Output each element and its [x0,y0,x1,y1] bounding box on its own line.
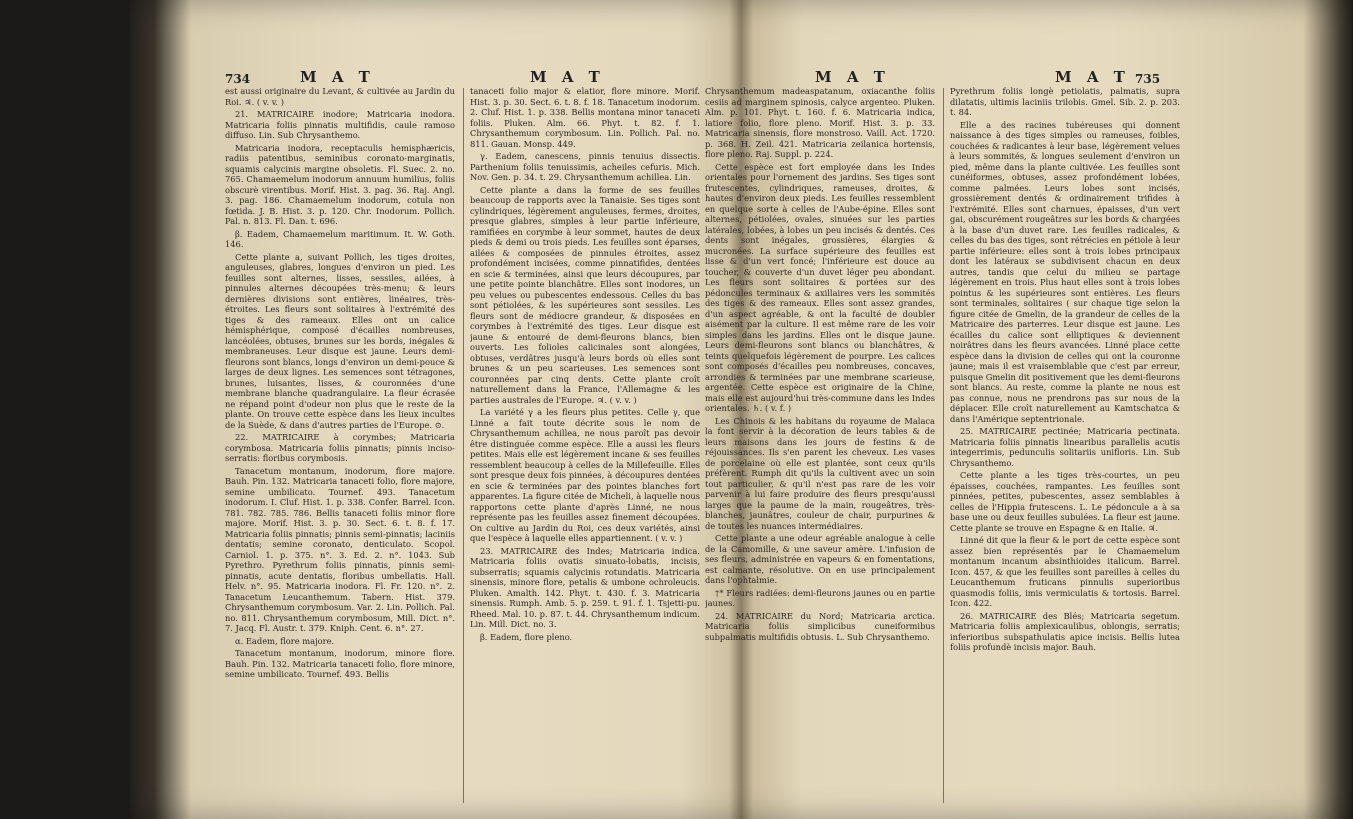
paragraph: Cette espèce est fort employée dans les Indes orientales pour l'ornement des jardins. Ses tiges sont frutescentes, cylindriques, rameuses, droites, & hautes d'environ deux pieds. Les feuilles ressemblent en quelque sorte à celles de l'Aube-épine. Elles sont alternes, pétiolées, ovales, sinuées sur les parties latérales, lobées, à lobes un peu incisés & dentés. Ces dents sont inégales, grossières, élargies & mucronées. La surface supérieure des feuilles est lisse & d'un vert foncé; l'inférieure est douce au toucher, & couverte d'un duvet léger peu abondant. Les fleurs sont solitaires & portées sur des pédoncules terminaux & axillaires vers les sommités des tiges & des rameaux. Elles sont assez grandes, d'un aspect agréable, & ont la faculté de doubler aisément par la culture. Il est même rare de les voir simples dans les jardins. Elles ont le disque jaune. Leurs demi-fleurons sont blancs ou blanchâtres, & teints quelquefois légèrement de pourpre. Les calices sont composés d'écailles peu nombreuses, concaves, arrondies & terminées par une membrane scarieuse, argentée. Cette espèce est originaire de la Chine, mais elle est aujourd'hui très-commune dans les Indes orientales. ♄. ( v. f. ) [705,161,935,413]
paragraph: 25. MATRICAIRE pectinée; Matricaria pectinata. Matricaria foliis pinnatis linearibus parallelis acutis integerrimis, pedunculis solitariis unifloris. Lin. Sub Chrysanthemo. [950,426,1180,468]
left-page [195,0,700,819]
paragraph: Elle a des racines tubéreuses qui donnent naissance à des tiges simples ou rameuses, foibles, couchées & radicantes à leur base, légèrement velues à leurs sommités, & longues seulement d'environ un pied, même dans la plante cultivée. Les feuilles sont cunéiformes, obtuses, assez profondément lobées, comme palmées. Leurs lobes sont incisés, grossièrement dentés & ordinairement trifides à l'extrémité. Elles sont charnues, épaisses, d'un vert gai, obscurément rougeâtres sur les bords & chargées à la base d'un duvet rare. Les feuilles radicales, & celles du bas des tiges, sont rétrécies en pétiole à leur partie inférieure: elles sont à trois lobes principaux dont les latéraux se subdivisent chacun en deux autres, tandis que celui du milieu se partage légèrement en trois. Plus haut elles sont à trois lobes pointus & les supérieures sont entières. Les fleurs sont terminales, solitaires ( sur chaque tige selon la figure citée de Gmelin, de la grandeur de celles de la Matricaire des parterres. Leur disque est jaune. Les écailles du calice sont elliptiques & deviennent noirâtres dans les fleurs avancées. Linné place cette espèce dans la division de celles qui ont la couronne jaune; mais il est vraisemblable que c'est par erreur, puisque Gmelin dit positivement que les demi-fleurons sont blancs. Au reste, comme la plante ne nous est pas connue, nous ne prendrons pas sur nous de la déplacer. Elle croît naturellement au Kamtschatca & dans l'Amérique septentrionale. [950,119,1180,424]
paragraph: 23. MATRICAIRE des Indes; Matricaria indica. Matricaria foliis ovatis sinuato-lobatis, incisis, subserratis; squamis calycinis rotundatis. Matricaria sinensis, minore flore, petalis & umbone ochroleucis. Pluken. Amalth. 142. Phyt. t. 430. f. 3. Matricaria sinensis. Rumph. Amb. 5. p. 259. t. 91. f. 1. Tsjetti-pu. Rheed. Mal. 10. p. 87. t. 44. Chrysanthemum indicum. Lin. Mill. Dict. no. 3. [470,545,700,629]
right-column-1 [705,86,935,811]
paragraph: 21. MATRICAIRE inodore; Matricaria inodora. Matricaria foliis pinnatis multifidis, caule ramoso diffuso. Lin. Sub Chrysanthemo. [225,109,455,140]
paragraph: La variété γ a les fleurs plus petites. Celle γ, que Linné a fait toute décrite sous le nom de Chrysanthemum achillea, ne nous paroît pas devoir être distinguée comme espèce. Elle a aussi les fleurs petites. Mais elle est légèrement incane & ses feuilles ressemblent beaucoup à celles de la Millefeuille. Elles sont presque deux fois pinnées, à découpures dentées en scie & terminées par des pointes blanches fort apparentes. La figure citée de Micheli, à laquelle nous rapportons cette plante d'après Linné, ne nous représente pas les feuilles assez finement découpées. On cultive au Jardin du Roi, ces deux variétés, ainsi que l'espèce à laquelle elles appartiennent. ( v. v. ) [470,407,700,543]
running-head-left: M A T [815,68,890,86]
right-page [700,0,1220,819]
paragraph: †* Fleurs radiées: demi-fleurons jaunes ou en partie jaunes. [705,587,935,608]
column-divider [463,88,464,803]
paragraph: β. Eadem, Chamaemelum maritimum. It. W. Goth. 146. [225,228,455,249]
paragraph: Pyrethrum foliis longè petiolatis, palmatis, supra dilatatis, ultimis laciniis trilobis. Gmel. Sib. 2. p. 203. t. 84. [950,86,1180,117]
paragraph: Cette plante a, suivant Pollich, les tiges droites, anguleuses, glabres, longues d'environ un pied. Les feuilles sont alternes, lisses, sessiles, ailées, à pinnules alternes découpées très-menu; & leurs dernières divisions sont entières, linéaires, très-étroites. Les fleurs sont solitaires à l'extrémité des tiges & des rameaux. Elles ont un calice hémisphérique, composé d'écailles nombreuses, lancéolées, obtuses, brunes sur les bords, inégales & membraneuses. Leur disque est jaune. Leurs demi-fleurons sont blancs, longs d'environ un demi-pouce & larges de deux lignes. Les semences sont tétragones, brunes, luisantes, lisses, & couronnées d'une membrane blanche quadrangulaire. La fleur écrasée ne répand point d'odeur non plus que le reste de la plante. On trouve cette espèce dans les lieux incultes de la Suède, & dans d'autres parties de l'Europe. ⊙. [225,251,455,430]
paragraph: γ. Eadem, canescens, pinnis tenuius dissectis. Parthenium foliis tenuissimis, acheiles cefuris. Mich. Nov. Gen. p. 34. t. 29. Chrysanthemum achillea. Lin. [470,151,700,182]
paragraph: 22. MATRICAIRE à corymbes; Matricaria corymbosa. Matricaria foliis pinnatis; pinnis inciso-serratis: floribus corymbosis. [225,432,455,463]
page-number: 734 [225,72,251,86]
paragraph: β. Eadem, flore pleno. [480,631,573,642]
right-column-2 [950,86,1180,811]
paragraph: α. Eadem, flore majore. [235,635,335,646]
paragraph: Cette plante a les tiges très-courtes, un peu épaisses, couchées, rampantes. Les feuilles sont pinnées, petites, pubescentes, assez semblables à celles de l'Hippia frutescens. L. Le pédoncule a à sa base une ou deux feuilles subulées. La fleur est jaune. Cette plante se trouve en Espagne & en Italie. ♃. [950,470,1180,533]
paragraph: Linné dit que la fleur & le port de cette espèce sont assez bien représentés par le Chamaemelum montanum incanum absinthioides italicum. Barrel. Icon. 457, & que les feuilles sont pareilles à celles du Leucanthemum fruticans pinnulis superioribus quasmodis foliis, imis vermiculatis & tortosis. Barrel. Icon. 422. [950,535,1180,608]
page-number: 735 [1135,72,1161,86]
running-head-right: M A T [530,68,605,86]
column-divider [943,88,944,803]
paragraph: Tanacetum montanum, inodorum, flore majore. Bauh. Pin. 132. Matricaria tanaceti folio, flore majore, semine umbilicato. Tournef. 493. Tanacetum inodorum. I. Cluf. Hist. 1. p. 338. Confer. Barrel. Icon. 781. 782. 785. 786. Bellis tanaceti foliis minor flore majore. Morif. Hist. 3. p. 30. Sect. 6. t. 8. f. 17. Matricaria foliis pinnatis; pinnis semi-pinnatis; laciniis dentatis; semine coronato, denticulato. Scopol. Carniol. 1. p. 375. n°. 3. Ed. 2. n°. 1043. Sub Pyrethro. Pyrethrum foliis pinnatis, pinnis semi-pinnatis, acute dentatis, floribus umbellatis. Hall. Helv. n°. 95. Matricaria inodora. Fl. Fr. 120. n°. 2. Tanacetum Leucanthemum. Tabern. Hist. 379. Chrysanthemum corymbosum. Var. 2. Lin. Pollich. Pal. no. 811. Chrysanthemum corymbosum, Mill. Dict. n°. 7. Jacq. Fl. Austr. t. 379. Kniph. Cent. 6. n°. 27. [225,465,455,633]
paragraph: Cette plante a une odeur agréable analogue à celle de la Camomille, & une saveur amère. L'infusion de ses fleurs, administrée en vapeurs & en fomentations, est calmante, résolutive. On en use principalement dans l'ophtalmie. [705,533,935,585]
paragraph: Matricaria inodora, receptaculis hemisphæricis, radiis patentibus, seminibus coronato-marginatis, squamis calycinis margine obsoletis. Fl. Suec. 2. no. 765. Chamaemelum inodorum annuum humilius, foliis obscurè virentibus. Morif. Hist. 3. pag. 36. Raj. Angl. 3. pag. 186. Chamaemelum inodorum, cotula non fœtida. J. B. Hist. 3. p. 120. Chr. Inodorum. Pollich. Pal. n. 813. Fl. Dan. t. 696. [225,142,455,226]
running-head-right: M A T [1055,68,1130,86]
paragraph: Les Chinois & les habitans du royaume de Malaca la font servir à la décoration de leurs tables & de leurs maisons dans les jours de festins & de réjouissances. Ils s'en parent les cheveux. Les vases de porcelaine où elle est plantée, sont ceux qu'ils préfèrent. Rumph dit qu'ils la cultivent avec un soin tout particulier, & qu'il n'est pas rare de les voir parvenir à lui faire produire des fleurs presqu'aussi larges que la paume de la main, rougeâtres, très-blanches, jaunâtres, couleur de chair, purpurines & de toutes les nuances intermédiaires. [705,415,935,531]
paragraph: Cette plante a dans la forme de ses feuilles beaucoup de rapports avec la Tanaisie. Ses tiges sont cylindriques, légèrement anguleuses, fermes, droites, presque glabres, simples à leur partie inférieure, ramifiées en corymbe à leur sommet, hautes de deux pieds & demi ou trois pieds. Les feuilles sont éparses, ailées & composées de pinnules étroites, assez profondément incisées, comme pinnatifides, dentées en scie & terminées, ainsi que leurs découpures, par une petite pointe blanchâtre. Elles sont inodores, un peu velues ou pubescentes endessous. Celles du bas sont pétiolées, & les supérieures sont sessiles. Les fleurs sont de médiocre grandeur, & disposées en corymbes à l'extrémité des tiges. Leur disque est jaune & entouré de demi-fleurons blancs, bien ouverts. Les folioles calicinales sont alongées, obtuses, verdâtres jusqu'à leurs bords où elles sont brunes & un peu scarieuses. Les semences sont couronnées par cinq dents. Cette plante croît naturellement dans la France, l'Allemagne & les parties australes de l'Europe. ♃. ( v. v. ) [470,184,700,405]
paragraph: est aussi originaire du Levant, & cultivée au Jardin du Roi. ♃. ( v. v. ) [225,86,455,107]
paragraph: Chrysanthemum madeaspatanum, oxiacanthe foliis cesiis ad marginem spinosis, calyce argenteo. Pluken. Alm. p. 101. Phyt. t. 160. f. 6. Matricaria indica, latiore folio, flore pleno. Morif. Hist. 3. p. 33. Matricaria sinensis, flore monstroso. Vaill. Act. 1720. p. 368. H. Zeil. 421. Matricaria zeilanica hortensis, flore pleno. Raj. Suppl. p. 224. [705,86,935,159]
paragraph: 24. MATRICAIRE du Nord; Matricaria arctica. Matricaria foliis simplicibus cuneiformibus subpalmatis multifidis obtusis. L. Sub Chrysanthemo. [705,610,935,642]
paragraph: Tanacetum montanum, inodorum, minore flore. Bauh. Pin. 132. Matricaria tanaceti folio, flore minore, semine umbilicato. Tournef. 493. Bellis [225,648,455,679]
left-column-1 [225,86,455,811]
running-head-left: M A T [300,68,375,86]
paragraph: tanaceti folio major & elatior, flore minore. Morif. Hist. 3. p. 30. Sect. 6. t. 8. f. 18. Tanacetum inodorum. 2. Cluf. Hist. 1. p. 338. Bellis montana minor tanaceti foliis. Pluken. Alm. 66. Phyt. t. 82. f. 1. Chrysanthemum corymbosum. Lin. Pollich. Pal. no. 811. Gauan. Monsp. 449. [470,86,700,149]
left-column-2 [470,86,700,811]
paragraph: 26. MATRICAIRE des Blés; Matricaria segetum. Matricaria foliis amplexicaulibus, oblongis, serratis; inferioribus subspathulatis apice incisis. Bellis lutea foliis profundè incisis major. Bauh. [950,610,1180,652]
